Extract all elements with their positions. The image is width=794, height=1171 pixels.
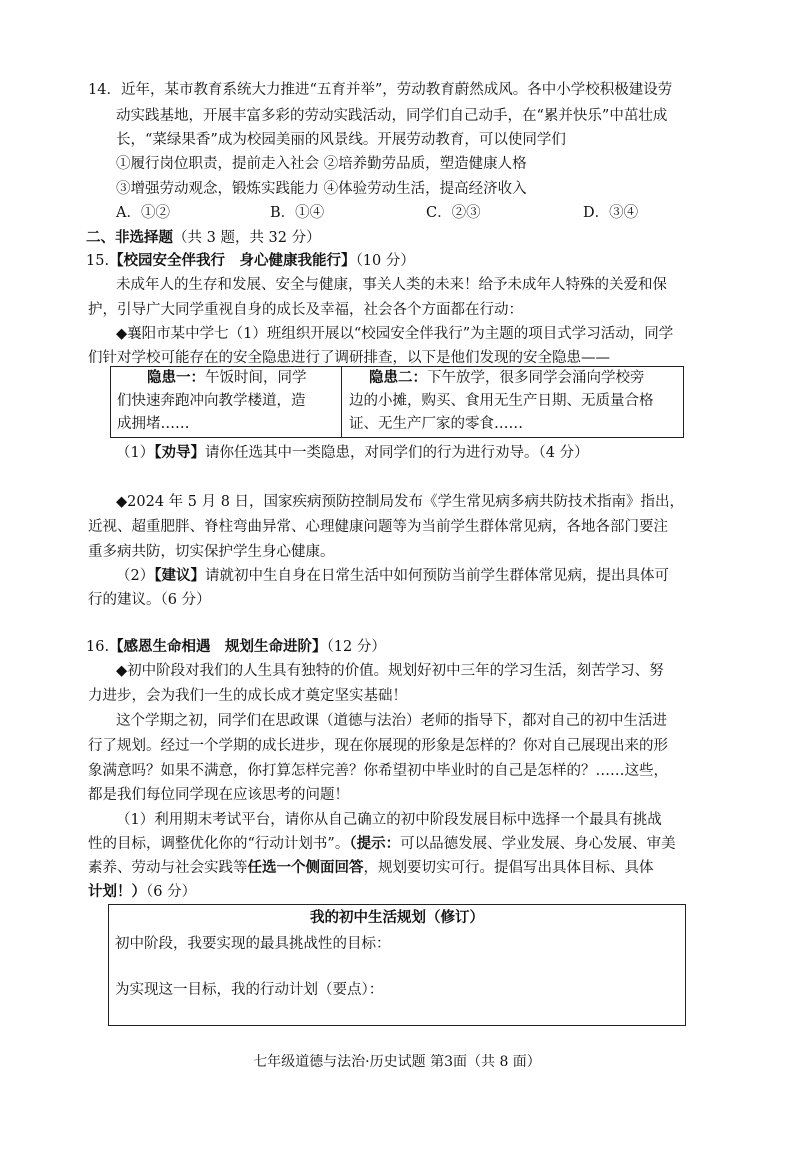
q16-sub1-line-2	[88, 834, 676, 854]
hazard-1-label: 隐患一：	[147, 369, 205, 386]
q16-para1-1: ◆初中阶段对我们的人生具有独特的价值。规划好初中三年的学习生活，刻苦学习、努	[116, 663, 664, 679]
q15-score: （10 分）	[355, 253, 415, 269]
q16-heading	[86, 637, 386, 657]
q15-para2-2: 近视、超重肥胖、脊柱弯曲异常、心理健康问题等为当前学生群体常见病，各地各部门要注	[88, 519, 668, 535]
plan-goal-prompt: 初中阶段，我要实现的最具挑战性的目标：	[115, 936, 391, 952]
hazard-1-line-3: 成拥堵……	[117, 416, 190, 432]
hazard-2-line-2: 边的小摊，购买、食用无生产日期、无质量合格	[349, 393, 654, 409]
q15-sub2	[116, 566, 669, 586]
q16-para1-2: 力进步，会为我们一生的成长成才奠定坚实基础！	[88, 688, 407, 704]
page-footer: 七年级道德与法治·历史试题 第3面（共 8 面）	[253, 1054, 541, 1070]
section-title: 二、非选择题	[86, 229, 173, 246]
q16-sub1-hint-b: 素养、劳动与社会实践等	[88, 860, 248, 876]
q16-sub1-line-1: （1）利用期末考试平台，请你从自己确立的初中阶段发展目标中选择一个最具有挑战	[116, 812, 662, 828]
q15-sub1	[116, 443, 589, 463]
q16-title: 【感恩生命相遇 规划生命进阶】	[109, 638, 327, 655]
q15-title: 【校园安全伴我行 身心健康我能行】	[109, 252, 356, 269]
q15-para1-2: 们针对学校可能存在的安全隐患进行了调研排查，以下是他们发现的安全隐患——	[88, 350, 610, 366]
q15-para2-1: ◆2024 年 5 月 8 日，国家疾病预防控制局发布《学生常见病多病共防技术指南》指出，	[116, 494, 685, 510]
q15-sub1-num: （1）	[116, 445, 155, 461]
hazard-1-line-2: 们快速奔跑冲向教学楼道，造	[117, 393, 306, 409]
hazard-1-line-1	[147, 366, 307, 390]
q15-sub2-tag: 【建议】	[154, 567, 205, 584]
q15-sub1-tag: 【劝导】	[154, 444, 205, 461]
q16-sub1-hint-label: （提示：	[349, 835, 401, 852]
hazard-2-line-1	[369, 366, 645, 390]
q16-sub1-hint-end: 计划！）	[88, 883, 146, 900]
q16-para2-1: 这个学期之初，同学们在思政课（道德与法治）老师的指导下，都对自己的初中生活进	[116, 713, 667, 729]
q14-line-2: 动实践基地，开展丰富多彩的劳动实践活动，同学们自己动手，在“累并快乐”中茁壮成	[116, 108, 668, 124]
hazard-2-text-1: 下午放学，很多同学会涌向学校旁	[427, 370, 645, 386]
q16-score: （12 分）	[326, 639, 386, 655]
q14-option-a: A．①②	[116, 205, 170, 221]
q15-number: 15.	[86, 253, 110, 269]
q14-line-1: 14．近年，某市教育系统大力推进“五育并举”，劳动教育蔚然成风。各中小学校积极建设劳	[88, 82, 673, 98]
q15-sub2-line-2: 行的建议。（6 分）	[88, 592, 211, 608]
q15-heading	[86, 251, 415, 271]
plan-action-prompt: 为实现这一目标，我的行动计划（要点）：	[115, 982, 384, 998]
q14-line-3: 长，“菜绿果香”成为校园美丽的风景线。开展劳动教育，可以使同学们	[116, 132, 566, 148]
section-heading	[86, 228, 321, 248]
q16-number: 16.	[86, 639, 110, 655]
q16-sub1-score: （6 分）	[146, 884, 197, 900]
q14-option-c: C．②③	[426, 205, 481, 221]
q16-sub1-hint-a: 可以品德发展、学业发展、身心发展、审美	[400, 836, 676, 852]
hazard-2-line-3: 证、无生产厂家的零食……	[349, 416, 523, 432]
q15-intro-2: 护，引导广大同学重视自身的成长及幸福，社会各个方面都在行动：	[88, 302, 523, 318]
q15-intro-1: 未成年人的生存和发展、安全与健康，事关人类的未来！给予未成年人特殊的关爱和保	[116, 277, 667, 293]
q16-sub1-line-4	[88, 882, 196, 902]
q16-sub1-hint-emphasis: 任选一个侧面回答	[247, 859, 364, 876]
q16-para2-3: 象满意吗？如果不满意，你打算怎样完善？你希望初中毕业时的自己是怎样的？……这些，	[88, 763, 668, 779]
q14-option-b: B．①④	[270, 205, 325, 221]
q16-sub1-text-a: 性的目标，调整优化你的“行动计划书”。	[88, 836, 350, 852]
section-note: （共 3 题，共 32 分）	[173, 230, 321, 246]
plan-box	[108, 904, 686, 1026]
q14-line-4: ①履行岗位职责，提前走入社会 ②培养勤劳品质，塑造健康人格	[116, 156, 527, 172]
plan-title: 我的初中生活规划（修订）	[310, 909, 484, 926]
hazard-table	[110, 366, 684, 438]
q15-para2-3: 重多病共防，切实保护学生身心健康。	[88, 544, 335, 560]
q15-sub1-text: 请你任选其中一类隐患，对同学们的行为进行劝导。（4 分）	[204, 445, 589, 461]
q16-sub1-line-3	[88, 858, 654, 878]
hazard-2-label: 隐患二：	[369, 369, 427, 386]
q14-option-d: D．③④	[583, 205, 639, 221]
q16-para2-4: 都是我们每位同学现在应该思考的问题！	[88, 787, 349, 803]
q15-sub2-text: 请就初中生自身在日常生活中如何预防当前学生群体常见病，提出具体可	[204, 568, 669, 584]
hazard-divider	[341, 367, 342, 437]
q16-para2-2: 行了规划。经过一个学期的成长进步，现在你展现的形象是怎样的？你对自己展现出来的形	[88, 738, 668, 754]
q15-sub2-num: （2）	[116, 568, 155, 584]
hazard-1-text-1: 午饭时间，同学	[205, 370, 307, 386]
q16-sub1-hint-c: ，规划要切实可行。提倡写出具体目标、具体	[363, 860, 654, 876]
q15-para1-1: ◆襄阳市某中学七（1）班组织开展以“校园安全伴我行”为主题的项目式学习活动，同学	[116, 326, 674, 342]
q14-line-5: ③增强劳动观念，锻炼实践能力 ④体验劳动生活，提高经济收入	[116, 181, 527, 197]
